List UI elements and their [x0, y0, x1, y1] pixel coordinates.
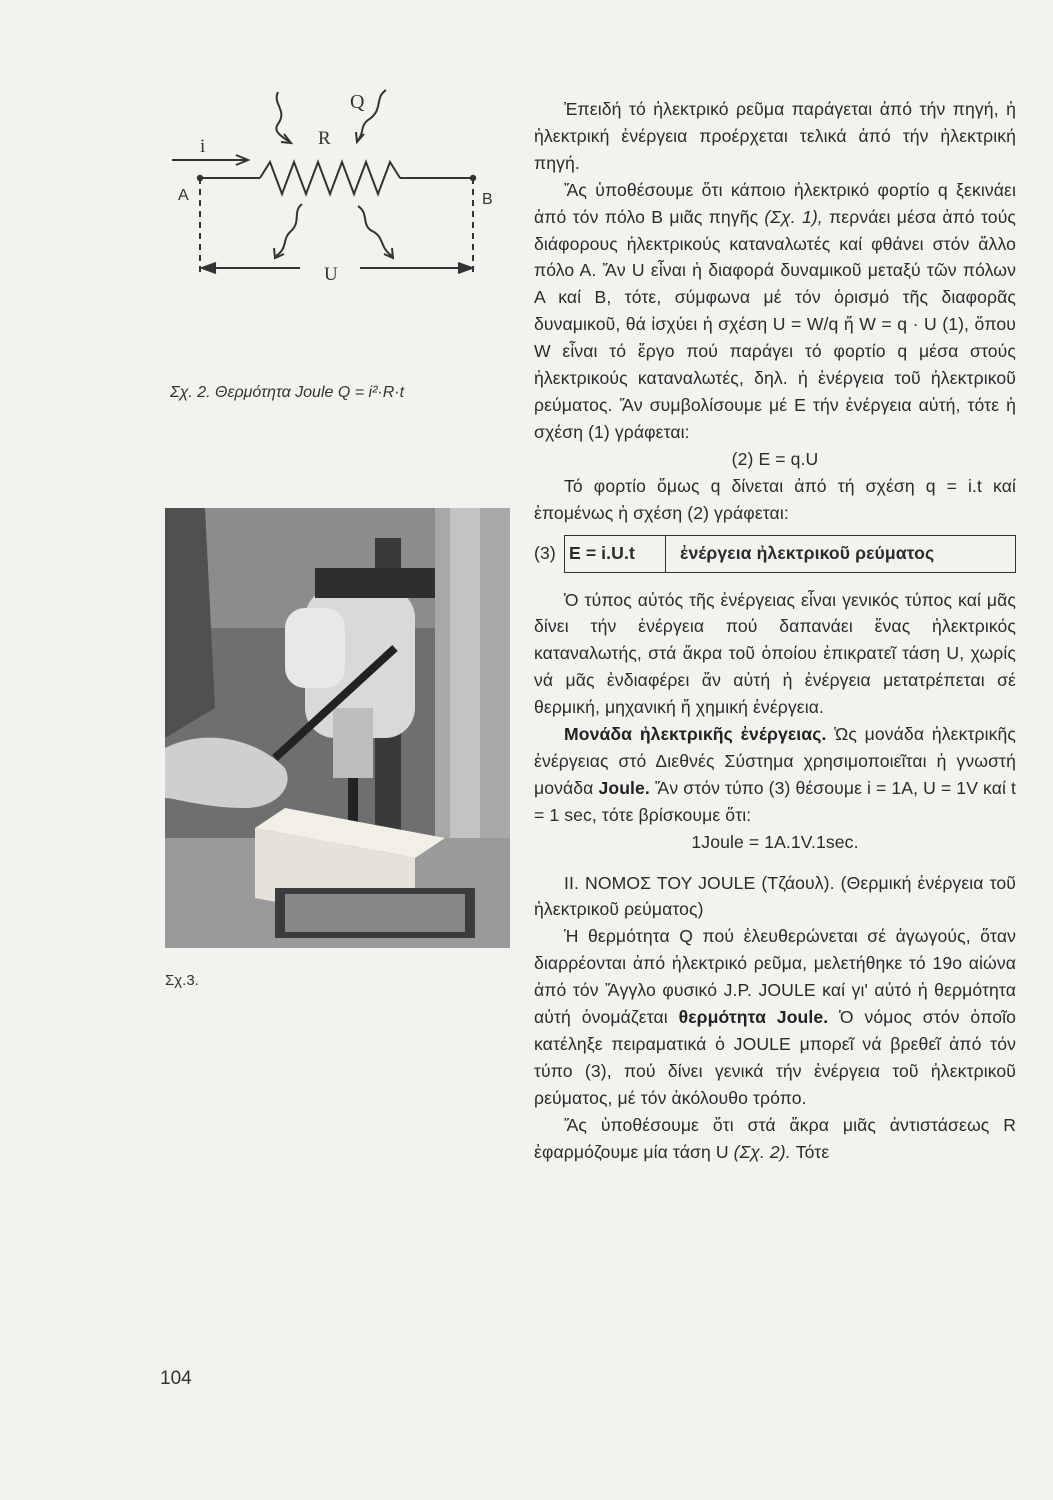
equation-3-formula: E = i.U.t [565, 536, 666, 572]
drill-press-photo [165, 508, 510, 948]
equation-3-label: ἐνέργεια ἠλεκτρικοῦ ρεύματος [680, 543, 935, 564]
main-text-column [534, 96, 1016, 1166]
paragraph: Ἄς ὑποθέσουμε ὅτι στά ἄκρα μιᾶς ἀντιστάσεως R ἐφαρμόζουμε μία τάση U (Σχ. 2). Τότε [534, 1114, 1016, 1162]
heat-arrow [358, 206, 392, 256]
paragraph: Ἐπειδή τό ἠλεκτρικό ρεῦμα παράγεται ἀπό τήν πηγή, ἡ ἠλεκτρική ἐνέργεια προέρχεται τελικά ἀπό τήν ἠλεκτρική πηγή. [534, 99, 1016, 173]
resistor-symbol [260, 162, 400, 194]
paragraph: Ἡ θερμότητα Q πού ἐλευθερώνεται σέ ἀγωγούς, ὅταν διαρρέονται ἀπό ἠλεκτρικό ρεῦμα, μελετήθηκε τό 19ο αἰώνα ἀπό τόν Ἄγγλο φυσικό J.P. JOULE καί γι' αὐτό ἡ θερμότητα αὐτή ὀνομάζεται θερμότητα Joule. Ὁ νόμος στόν ὁποῖο κατέληξε πειραματικά ὁ JOULE μπορεῖ νά βρεθεῖ ἀπό τόν τύπο (3), πού δίνει γενικά τήν ἐνέργεια τοῦ ἠλεκτρικοῦ ρεύματος, μέ τόν ἀκόλουθο τρόπο. [534, 926, 1016, 1108]
equation-2: (2) E = q.U [731, 448, 819, 469]
label-i: i [200, 136, 206, 157]
label-u: U [324, 264, 338, 285]
paragraph: Ὁ τύπος αὐτός τῆς ἐνέργειας εἶναι γενικός τύπος καί μᾶς δίνει τήν ἐνέργεια πού δαπανάει ἕνας ἠλεκτρικός καταναλωτής, στά ἄκρα τοῦ ὁποίου ἐπικρατεῖ τάση U, χωρίς νά μᾶς ἐνδιαφέρει ἄν αὐτή ἡ ἐνέργεια μετατρέπεται σέ θερμική, μηχανική ἤ χημική ἐνέργεια. [534, 589, 1016, 718]
paragraph: Τό φορτίο ὅμως q δίνεται ἀπό τή σχέση q = i.t καί ἑπομένως ἡ σχέση (2) γράφεται: [534, 475, 1016, 523]
label-a: A [178, 187, 189, 204]
label-q: Q [350, 91, 365, 113]
heat-arrow [276, 92, 290, 142]
paragraph: Ἄς ὑποθέσουμε ὅτι κάποιο ἠλεκτρικό φορτίο q ξεκινάει ἀπό τόν πόλο Β μιᾶς πηγῆς (Σχ. 1), περνάει μέσα ἀπό τούς διάφορους ἠλεκτρικούς καταναλωτές καί φθάνει στόν ἄλλο πόλο Α. Ἄν U εἶναι ἡ διαφορά δυναμικοῦ μεταξύ τῶν πόλων Α καί Β, τότε, σύμφωνα μέ τόν ὁρισμό τῆς διαφορᾶς δυναμικοῦ, θά ἰσχύει ἡ σχέση U = W/q ἤ W = q · U (1), ὅπου W εἶναι τό ἔργο πού παράγει τό φορτίο q μέσα στούς ἠλεκτρικούς καταναλωτές, δηλ. ἡ ἐνέργεια τοῦ ἠλεκτρικοῦ ρεύματος. Ἄν συμβολίσουμε μέ Ε τήν ἐνέργεια αὐτή, τότε ἡ σχέση (1) γράφεται: [534, 179, 1016, 442]
label-b: B [482, 191, 493, 208]
section-heading: II. ΝΟΜΟΣ ΤΟΥ JOULE (Τζάουλ). (Θερμική ἐνέργεια τοῦ ἠλεκτρικοῦ ρεύματος) [534, 872, 1016, 920]
equation-3-box [534, 535, 1016, 573]
page-number: 104 [160, 1368, 192, 1389]
figure2-caption: Σχ. 2. Θερμότητα Joule Q = i²·R·t [170, 384, 405, 401]
paragraph: Μονάδα ἠλεκτρικῆς ἐνέργειας. Ὡς μονάδα ἠλεκτρικῆς ἐνέργειας στό Διεθνές Σύστημα χρησιμοποιεῖται ἡ γνωστή μονάδα Joule. Ἄν στόν τύπο (3) θέσουμε i = 1A, U = 1V καί t = 1 sec, τότε βρίσκουμε ὅτι: [534, 724, 1016, 825]
equation-3-number: (3) [534, 543, 556, 564]
figure3-caption: Σχ.3. [165, 972, 199, 989]
equation-joule: 1Joule = 1A.1V.1sec. [691, 831, 859, 852]
heat-arrow [276, 204, 302, 256]
label-r: R [318, 128, 331, 149]
circuit-diagram [160, 80, 505, 300]
